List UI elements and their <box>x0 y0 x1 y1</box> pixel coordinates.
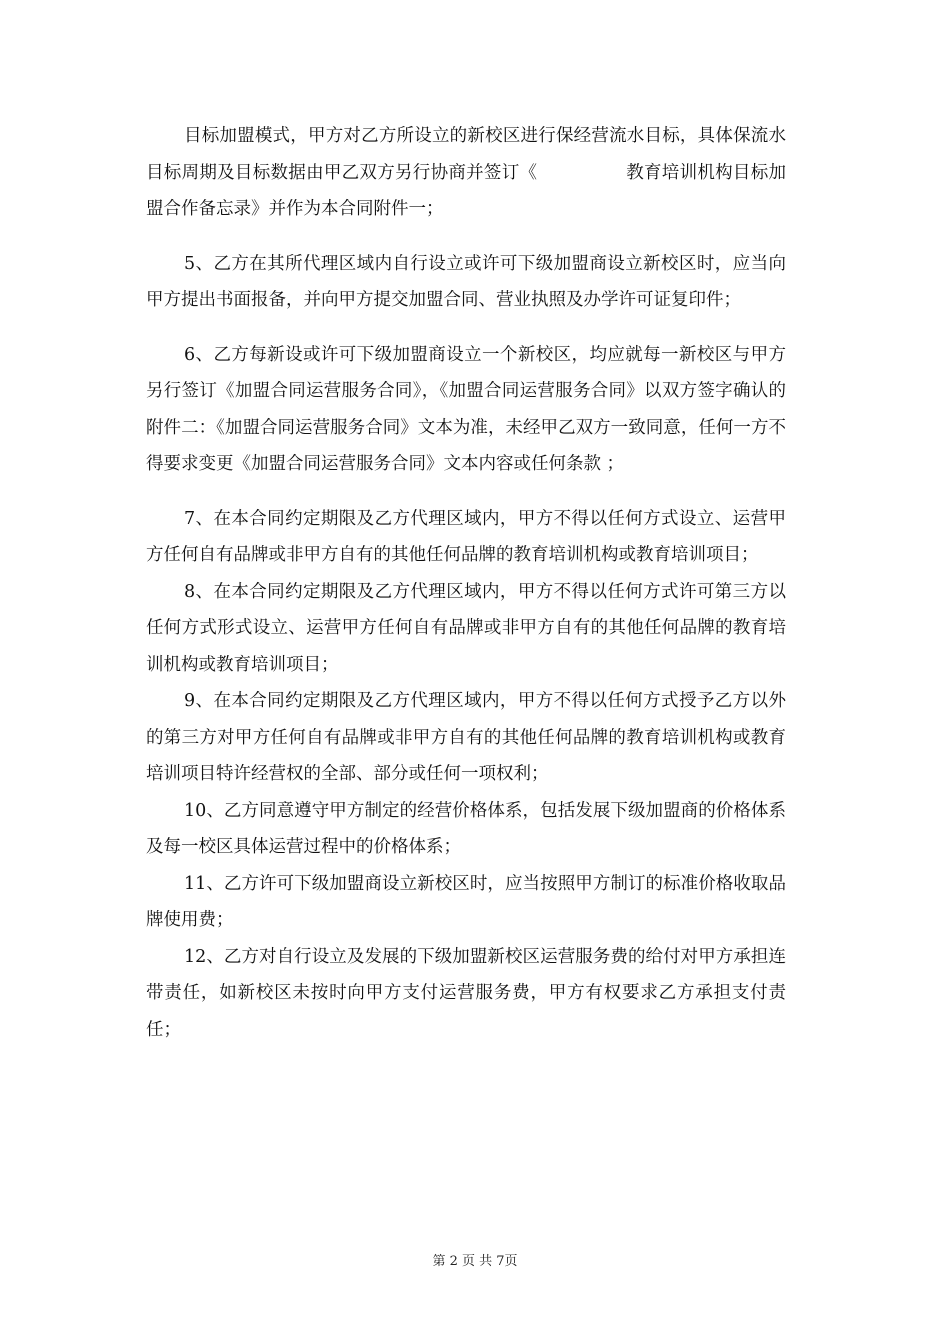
paragraph-clause-6: 6、乙方每新设或许可下级加盟商设立一个新校区，均应就每一新校区与甲方另行签订《加盟合同运营服务合同》，《加盟合同运营服务合同》以双方签字确认的附件二：《加盟合同运营服务合同》文本为准，未经甲乙双方一致同意，任何一方不得要求变更《加盟合同运营服务合同》文本内容或任何条款 ； <box>146 344 786 474</box>
paragraph-clause-10: 10、乙方同意遵守甲方制定的经营价格体系，包括发展下级加盟商的价格体系及每一校区具体运营过程中的价格体系； <box>146 800 786 857</box>
paragraph-clause-12: 12、乙方对自行设立及发展的下级加盟新校区运营服务费的给付对甲方承担连带责任，如新校区未按时向甲方支付运营服务费，甲方有权要求乙方承担支付责任； <box>146 946 786 1040</box>
paragraph-clause-9: 9、在本合同约定期限及乙方代理区域内，甲方不得以任何方式授予乙方以外的第三方对甲方任何自有品牌或非甲方自有的其他任何品牌的教育培训机构或教育培训项目特许经营权的全部、部分或任何一项权利； <box>146 691 786 784</box>
paragraph-clause-8: 8、在本合同约定期限及乙方代理区域内，甲方不得以任何方式许可第三方以任何方式形式设立、运营甲方任何自有品牌或非甲方自有的其他任何品牌的教育培训机构或教育培训项目； <box>146 581 786 675</box>
paragraph-clause-7: 7、在本合同约定期限及乙方代理区域内，甲方不得以任何方式设立、运营甲方任何自有品牌或非甲方自有的其他任何品牌的教育培训机构或教育培训项目； <box>146 508 786 565</box>
page-footer <box>0 1250 950 1269</box>
paragraph-clause-11: 11、乙方许可下级加盟商设立新校区时，应当按照甲方制订的标准价格收取品牌使用费； <box>146 873 786 930</box>
paragraph-clause-5: 5、乙方在其所代理区域内自行设立或许可下级加盟商设立新校区时，应当向甲方提出书面报备，并向甲方提交加盟合同、营业执照及办学许可证复印件； <box>146 253 786 310</box>
page-number: 第 2 页 共 7页 <box>432 1254 518 1269</box>
paragraph-target-franchise: 目标加盟模式，甲方对乙方所设立的新校区进行保经营流水目标，具体保流水目标周期及目标数据由甲乙双方另行协商并签订《 教育培训机构目标加盟合作备忘录》并作为本合同附件一； <box>146 126 786 219</box>
document-page <box>146 118 786 1048</box>
